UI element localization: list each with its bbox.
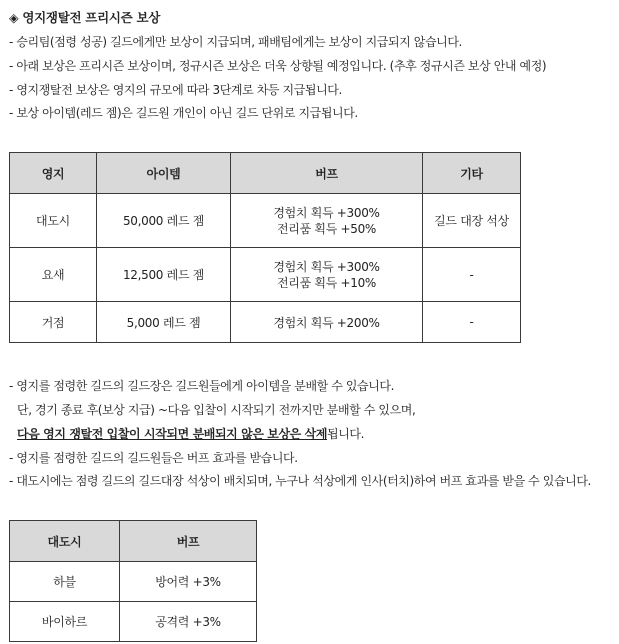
note-line-3 [17, 425, 364, 442]
table-row [10, 602, 257, 642]
table-row [10, 248, 521, 302]
statue-table-header [10, 521, 257, 562]
etc-cell: - [423, 302, 521, 343]
header-buff: 버프 [120, 521, 257, 562]
note-line-5: - 대도시에는 점령 길드의 길드대장 석상이 배치되며, 누구나 석상에게 인사(터치)하여 버프 효과를 받을 수 있습니다. [9, 474, 591, 488]
buff-line: 경험치 획득 +200% [273, 315, 380, 330]
note-line-4: - 영지를 점령한 길드의 길드원들은 버프 효과를 받습니다. [9, 451, 298, 465]
buff-cell [231, 194, 423, 248]
buff-cell [231, 248, 423, 302]
territory-cell: 요새 [10, 248, 97, 302]
header-item: 아이템 [97, 153, 231, 194]
header-buff: 버프 [231, 153, 423, 194]
statue-buff-table [9, 520, 257, 642]
intro-line-4: - 보상 아이템(레드 젬)은 길드원 개인이 아닌 길드 단위로 지급됩니다. [9, 106, 358, 120]
intro-line-1: - 승리팀(점령 성공) 길드에게만 보상이 지급되며, 패배팀에게는 보상이 지급되지 않습니다. [9, 35, 462, 49]
note-line-2: 단, 경기 종료 후(보상 지급) ~다음 입찰이 시작되기 전까지만 분배할 수 있으며, [17, 403, 416, 417]
buff-cell [231, 302, 423, 343]
etc-cell: - [423, 248, 521, 302]
buff-cell: 방어력 +3% [120, 562, 257, 602]
buff-line: 전리품 획득 +10% [276, 275, 377, 290]
table-row [10, 194, 521, 248]
table-row [10, 562, 257, 602]
header-territory: 영지 [10, 153, 97, 194]
item-cell: 12,500 레드 젬 [97, 248, 231, 302]
intro-line-3: - 영지쟁탈전 보상은 영지의 규모에 따라 3단계로 차등 지급됩니다. [9, 83, 342, 97]
buff-line: 전리품 획득 +50% [276, 221, 377, 236]
territory-cell: 대도시 [10, 194, 97, 248]
item-cell: 50,000 레드 젬 [97, 194, 231, 248]
buff-line: 경험치 획득 +300% [273, 205, 380, 220]
item-cell: 5,000 레드 젬 [97, 302, 231, 343]
intro-line-2: - 아래 보상은 프리시즌 보상이며, 정규시즌 보상은 더욱 상향될 예정입니다. (추후 정규시즌 보상 안내 예정) [9, 59, 547, 73]
reward-table [9, 152, 521, 343]
buff-line: 경험치 획득 +300% [273, 259, 380, 274]
header-etc: 기타 [423, 153, 521, 194]
territory-cell: 거점 [10, 302, 97, 343]
etc-cell: 길드 대장 석상 [423, 194, 521, 248]
reward-table-header [10, 153, 521, 194]
section-title: ◈ 영지쟁탈전 프리시즌 보상 [9, 10, 160, 25]
deletion-warning: 다음 영지 쟁탈전 입찰이 시작되면 분배되지 않은 보상은 삭제 [17, 427, 328, 441]
buff-cell: 공격력 +3% [120, 602, 257, 642]
header-city: 대도시 [10, 521, 120, 562]
table-row [10, 302, 521, 343]
city-cell: 바이하르 [10, 602, 120, 642]
deletion-warning-suffix: 됩니다. [327, 427, 365, 441]
city-cell: 하블 [10, 562, 120, 602]
note-line-1: - 영지를 점령한 길드의 길드장은 길드원들에게 아이템을 분배할 수 있습니다. [9, 379, 395, 393]
